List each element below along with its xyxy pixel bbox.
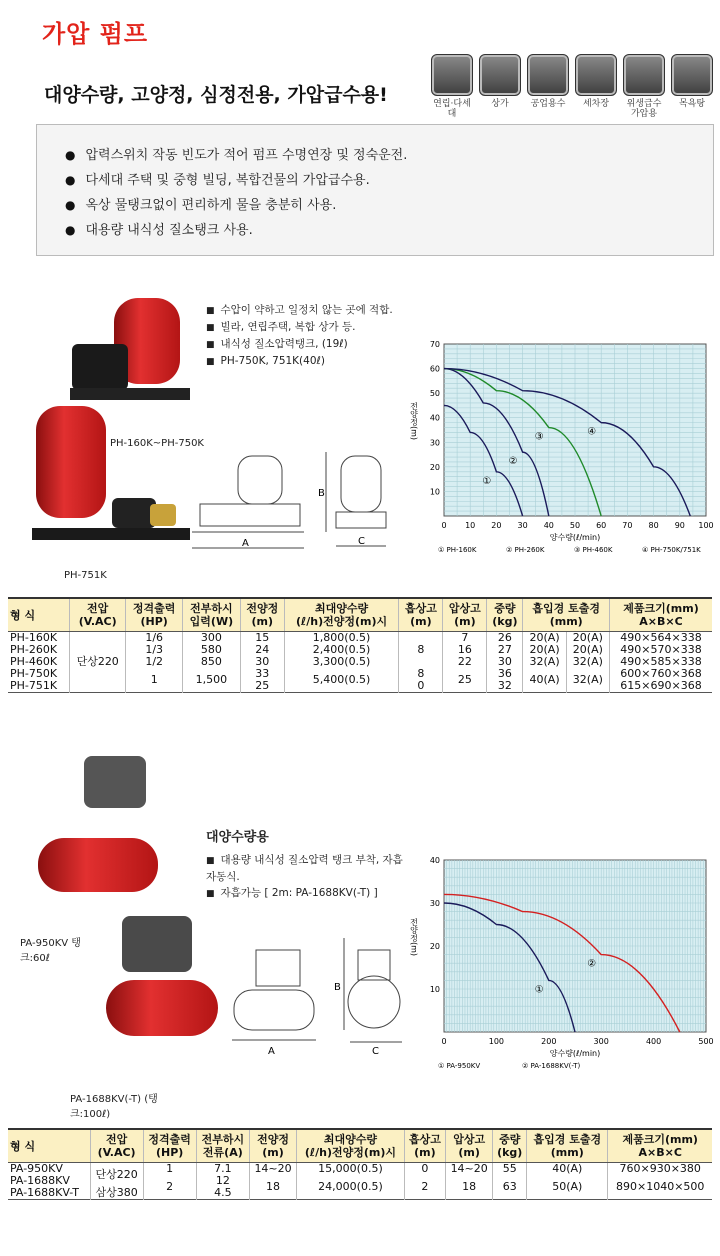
table-header: 흡입경 토출경 (mm) <box>523 598 610 632</box>
chart-series-marker: ① <box>534 984 544 996</box>
table-row: PH-751K 25 0 32 615×690×368 <box>8 680 712 693</box>
pa-dimension-drawing <box>226 930 416 1060</box>
usage-icon-label: 공업용수 <box>530 99 566 109</box>
table-header: 최대양수량 (ℓ/h)전양정(m)시 <box>297 1129 405 1163</box>
chart-y-tick-label: 20 <box>429 462 440 472</box>
pa-bullet: ■ 대용량 내식성 질소압력 탱크 부착, 자흡자동식. <box>206 852 406 885</box>
chart-y-tick-label: 40 <box>429 413 440 423</box>
table-row: PH-460K 1/2 850 30 3,300(0.5) 22 30 32(A) 32(A) 490×585×338 <box>8 656 712 668</box>
usage-icon-item <box>478 54 522 119</box>
chart-x-tick-label: 40 <box>543 521 554 530</box>
feature-item: ● 대용량 내식성 질소탱크 사용. <box>65 218 713 243</box>
table-header: 정격출력 (HP) <box>126 598 183 632</box>
sanitation-icon <box>623 54 665 96</box>
usage-icon-item <box>430 54 474 119</box>
chart-x-tick-label: 70 <box>622 521 633 530</box>
feature-item: ● 다세대 주택 및 중형 빌딩, 복합건물의 가압급수용. <box>65 168 713 193</box>
pressure-tank-image <box>38 838 158 892</box>
table-header: 압상고 (m) <box>443 598 487 632</box>
pump-motor-image <box>72 344 128 390</box>
usage-icons <box>430 54 714 119</box>
table-row: PA-1688KV 2 12 18 24,000(0.5) 2 18 63 50(A) 890×1040×500 <box>8 1175 712 1187</box>
table-row: PH-750K 1 1,500 33 5,400(0.5) 8 25 36 40(A) 32(A) 600×760×368 <box>8 668 712 680</box>
feature-item: ● 압력스위치 작동 빈도가 적어 펌프 수명연장 및 정숙운전. <box>65 143 713 168</box>
chart-legend-entry: ④ PH-750K/751K <box>642 546 701 554</box>
apartment-icon <box>431 54 473 96</box>
usage-icon-item <box>574 54 618 119</box>
table-header: 형 식 <box>8 598 70 632</box>
pa-caption-bottom: PA-1688KV(-T) (탱크:100ℓ) <box>70 1094 158 1120</box>
ph-bullet: ■ 내식성 질소압력탱크, (19ℓ) <box>206 336 393 353</box>
dim-a-label: A <box>268 1046 275 1057</box>
carwash-icon <box>575 54 617 96</box>
chart-y-tick-label: 30 <box>429 438 440 448</box>
chart-x-axis-label: 양수량(ℓ/min) <box>549 533 601 542</box>
chart-y-tick-label: 50 <box>429 389 440 399</box>
table-header: 최대양수량 (ℓ/h)전양정(m)시 <box>284 598 399 632</box>
table-row: PH-260K 1/3 580 24 2,400(0.5) 16 27 20(A) 20(A) 490×570×338 <box>8 644 712 656</box>
table-header: 전부하시 입력(W) <box>183 598 241 632</box>
usage-icon-label: 연립·다세대 <box>433 99 471 119</box>
chart-series-marker: ② <box>587 958 597 970</box>
table-header: 전양정 (m) <box>249 1129 296 1163</box>
chart-legend-entry: ① PA-950KV <box>438 1062 481 1070</box>
pressure-tank-image <box>106 980 218 1036</box>
table-row: PH-160K 단상220 1/6 300 15 1,800(0.5) 8 7 26 20(A) 20(A) 490×564×338 <box>8 632 712 645</box>
chart-x-tick-label: 0 <box>441 521 447 530</box>
factory-icon <box>527 54 569 96</box>
pump-base-image <box>70 388 190 400</box>
table-header: 전압 (V.AC) <box>70 598 126 632</box>
ph-bullet: ■ 수압이 약하고 일정치 않는 곳에 적합. <box>206 302 393 319</box>
feature-item: ● 옥상 물탱크없이 편리하게 물을 충분히 사용. <box>65 193 713 218</box>
chart-x-tick-label: 100 <box>488 1037 505 1046</box>
table-header: 전압 (V.AC) <box>90 1129 143 1163</box>
table-header: 제품크기(mm) A×B×C <box>609 598 712 632</box>
ph-dimension-drawing <box>186 446 408 562</box>
chart-y-tick-label: 20 <box>429 942 440 951</box>
chart-legend-entry: ③ PH-460K <box>574 546 613 554</box>
chart-series-marker: ② <box>508 456 518 468</box>
usage-icon-item <box>526 54 570 119</box>
ph-performance-chart <box>400 336 716 558</box>
table-header: 흡상고 (m) <box>399 598 443 632</box>
usage-icon-label: 목욕탕 <box>678 99 706 109</box>
chart-x-tick-label: 10 <box>465 521 476 530</box>
pa-performance-chart <box>400 852 716 1074</box>
chart-y-tick-label: 70 <box>429 340 440 349</box>
dim-a-label: A <box>242 538 249 549</box>
table-header: 전부하시 전류(A) <box>196 1129 249 1163</box>
pump-base-image <box>32 528 190 540</box>
chart-y-tick-label: 40 <box>429 856 440 865</box>
table-row: PA-950KV 단상220 1 7.1 14~20 15,000(0.5) 0 14~20 55 40(A) 760×930×380 <box>8 1163 712 1176</box>
store-icon <box>479 54 521 96</box>
dim-b-label: B <box>318 488 325 499</box>
ph-bullet: ■ 빌라, 연립주택, 복합 상가 등. <box>206 319 393 336</box>
chart-x-tick-label: 20 <box>491 521 502 530</box>
chart-x-tick-label: 60 <box>596 521 607 530</box>
pump-motor-image <box>150 504 176 526</box>
chart-x-tick-label: 90 <box>674 521 685 530</box>
chart-y-tick-label: 60 <box>429 364 440 374</box>
chart-x-tick-label: 500 <box>698 1037 714 1046</box>
chart-x-tick-label: 300 <box>593 1037 609 1046</box>
table-header: 전양정 (m) <box>240 598 284 632</box>
chart-series-marker: ① <box>482 475 492 487</box>
table-header: 중량 (kg) <box>487 598 523 632</box>
chart-legend-entry: ② PH-260K <box>506 546 545 554</box>
chart-legend-entry: ② PA-1688KV(-T) <box>522 1062 581 1070</box>
pressure-tank-image <box>36 406 106 518</box>
pump-motor-image <box>122 916 192 972</box>
bath-icon <box>671 54 713 96</box>
dim-c-label: C <box>358 536 365 547</box>
table-header: 압상고 (m) <box>446 1129 493 1163</box>
chart-x-tick-label: 100 <box>698 521 714 530</box>
dim-c-label: C <box>372 1046 379 1057</box>
usage-icon-label: 세차장 <box>582 99 610 109</box>
table-header: 흡상고 (m) <box>404 1129 445 1163</box>
usage-icon-label: 상가 <box>491 99 509 109</box>
table-header: 중량 (kg) <box>493 1129 527 1163</box>
table-header: 정격출력 (HP) <box>143 1129 196 1163</box>
ph-product-image <box>30 292 200 567</box>
chart-x-tick-label: 200 <box>541 1037 557 1046</box>
pa-product-image <box>30 748 220 1048</box>
chart-y-axis-label: 전양정(m) <box>409 402 419 441</box>
table-row: PA-1688KV-T 삼상380 4.5 <box>8 1187 712 1200</box>
page-title: 가압 펌프 <box>42 20 149 48</box>
chart-series-marker: ④ <box>587 426 597 438</box>
pa-spec-table <box>8 1128 712 1200</box>
chart-x-tick-label: 80 <box>648 521 659 530</box>
chart-x-axis-label: 양수량(ℓ/min) <box>549 1049 601 1058</box>
table-header: 형 식 <box>8 1129 90 1163</box>
ph-spec-table <box>8 597 712 693</box>
chart-x-tick-label: 30 <box>517 521 528 530</box>
table-header: 제품크기(mm) A×B×C <box>608 1129 712 1163</box>
chart-y-axis-label: 전양정(m) <box>409 918 419 957</box>
usage-icon-item <box>622 54 666 119</box>
chart-y-tick-label: 10 <box>429 487 440 497</box>
usage-icon-item <box>670 54 714 119</box>
ph-caption-bottom: PH-751K <box>64 570 107 581</box>
pa-bullets <box>206 852 406 902</box>
feature-box <box>36 124 714 256</box>
pa-caption-top: PA-950KV 탱크:60ℓ <box>20 938 81 964</box>
chart-legend-entry: ① PH-160K <box>438 546 477 554</box>
pa-bullet: ■ 자흡가능 [ 2m: PA-1688KV(-T) ] <box>206 885 406 902</box>
chart-y-tick-label: 30 <box>429 899 440 908</box>
subtitle: 대양수량, 고양정, 심정전용, 가압급수용! <box>44 84 388 106</box>
chart-x-tick-label: 50 <box>569 521 581 530</box>
chart-series-marker: ③ <box>534 431 544 443</box>
chart-x-tick-label: 400 <box>645 1037 662 1046</box>
chart-y-tick-label: 10 <box>429 985 440 994</box>
dim-b-label: B <box>334 982 341 993</box>
table-header: 흡입경 토출경 (mm) <box>527 1129 608 1163</box>
usage-icon-label: 위생급수 가압용 <box>626 99 662 119</box>
ph-bullet: ■ PH-750K, 751K(40ℓ) <box>206 353 393 370</box>
ph-bullets <box>206 302 393 370</box>
pa-section-title: 대양수량용 <box>206 830 269 845</box>
pump-motor-image <box>84 756 146 808</box>
chart-x-tick-label: 0 <box>441 1037 447 1046</box>
ph-caption-top: PH-160K~PH-750K <box>110 438 204 449</box>
